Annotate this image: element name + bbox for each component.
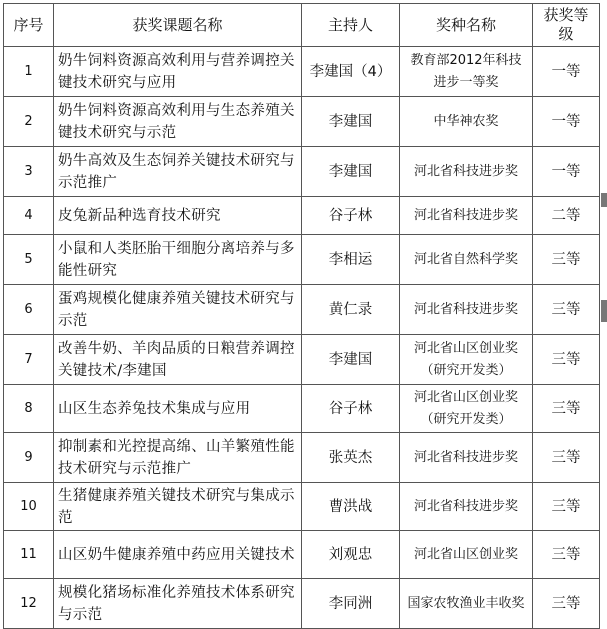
table-row xyxy=(4,433,600,483)
table-row xyxy=(4,197,600,235)
row-num: 1 xyxy=(4,47,54,97)
row-num: 4 xyxy=(4,197,54,235)
row-level: 三等 xyxy=(533,483,600,531)
table-row xyxy=(4,579,600,629)
row-title: 生猪健康养殖关键技术研究与集成示范 xyxy=(54,483,302,531)
row-num: 8 xyxy=(4,385,54,433)
header-level: 获奖等级 xyxy=(533,4,600,47)
header-host: 主持人 xyxy=(302,4,400,47)
row-num: 2 xyxy=(4,97,54,147)
row-award: 教育部2012年科技进步一等奖 xyxy=(400,47,533,97)
row-host: 李建国 xyxy=(302,97,400,147)
row-num: 9 xyxy=(4,433,54,483)
row-award: 国家农牧渔业丰收奖 xyxy=(400,579,533,629)
edge-marker xyxy=(601,193,607,207)
row-level: 三等 xyxy=(533,531,600,579)
row-award: 河北省山区创业奖（研究开发类） xyxy=(400,385,533,433)
row-title: 山区奶牛健康养殖中药应用关键技术 xyxy=(54,531,302,579)
awards-table xyxy=(3,3,600,629)
row-num: 5 xyxy=(4,235,54,285)
row-title: 奶牛高效及生态饲养关键技术研究与示范推广 xyxy=(54,147,302,197)
row-host: 谷子林 xyxy=(302,197,400,235)
row-title: 抑制素和光控提高绵、山羊繁殖性能技术研究与示范推广 xyxy=(54,433,302,483)
row-title: 蛋鸡规模化健康养殖关键技术研究与示范 xyxy=(54,285,302,335)
row-num: 12 xyxy=(4,579,54,629)
row-title: 小鼠和人类胚胎干细胞分离培养与多能性研究 xyxy=(54,235,302,285)
row-level: 二等 xyxy=(533,197,600,235)
row-level: 一等 xyxy=(533,97,600,147)
row-num: 3 xyxy=(4,147,54,197)
table-row xyxy=(4,483,600,531)
row-host: 张英杰 xyxy=(302,433,400,483)
row-host: 李建国（4） xyxy=(302,47,400,97)
table-row xyxy=(4,47,600,97)
row-award: 河北省科技进步奖 xyxy=(400,433,533,483)
row-host: 李建国 xyxy=(302,147,400,197)
table-row xyxy=(4,235,600,285)
row-title: 奶牛饲料资源高效利用与生态养殖关键技术研究与示范 xyxy=(54,97,302,147)
row-num: 10 xyxy=(4,483,54,531)
table-row xyxy=(4,335,600,385)
row-level: 三等 xyxy=(533,433,600,483)
row-level: 三等 xyxy=(533,385,600,433)
header-title: 获奖课题名称 xyxy=(54,4,302,47)
table-row xyxy=(4,97,600,147)
row-host: 谷子林 xyxy=(302,385,400,433)
row-award: 河北省科技进步奖 xyxy=(400,197,533,235)
row-award: 河北省自然科学奖 xyxy=(400,235,533,285)
row-host: 李相运 xyxy=(302,235,400,285)
row-title: 改善牛奶、羊肉品质的日粮营养调控关键技术/李建国 xyxy=(54,335,302,385)
row-host: 李建国 xyxy=(302,335,400,385)
row-host: 曹洪战 xyxy=(302,483,400,531)
row-level: 三等 xyxy=(533,335,600,385)
row-host: 刘观忠 xyxy=(302,531,400,579)
header-row xyxy=(4,4,600,47)
table-row xyxy=(4,285,600,335)
row-title: 皮兔新品种选育技术研究 xyxy=(54,197,302,235)
table-row xyxy=(4,385,600,433)
row-title: 山区生态养兔技术集成与应用 xyxy=(54,385,302,433)
row-award: 河北省山区创业奖 xyxy=(400,531,533,579)
row-award: 河北省科技进步奖 xyxy=(400,147,533,197)
header-award: 奖种名称 xyxy=(400,4,533,47)
row-award: 河北省科技进步奖 xyxy=(400,483,533,531)
row-level: 三等 xyxy=(533,285,600,335)
row-award: 河北省科技进步奖 xyxy=(400,285,533,335)
row-level: 三等 xyxy=(533,235,600,285)
row-num: 6 xyxy=(4,285,54,335)
row-host: 李同洲 xyxy=(302,579,400,629)
table-row xyxy=(4,531,600,579)
row-num: 7 xyxy=(4,335,54,385)
table-row xyxy=(4,147,600,197)
edge-marker xyxy=(601,300,607,322)
row-num: 11 xyxy=(4,531,54,579)
row-level: 一等 xyxy=(533,47,600,97)
row-award: 中华神农奖 xyxy=(400,97,533,147)
row-host: 黄仁录 xyxy=(302,285,400,335)
row-title: 规模化猪场标准化养殖技术体系研究与示范 xyxy=(54,579,302,629)
row-title: 奶牛饲料资源高效利用与营养调控关键技术研究与应用 xyxy=(54,47,302,97)
row-award: 河北省山区创业奖（研究开发类） xyxy=(400,335,533,385)
row-level: 一等 xyxy=(533,147,600,197)
row-level: 三等 xyxy=(533,579,600,629)
header-num: 序号 xyxy=(4,4,54,47)
